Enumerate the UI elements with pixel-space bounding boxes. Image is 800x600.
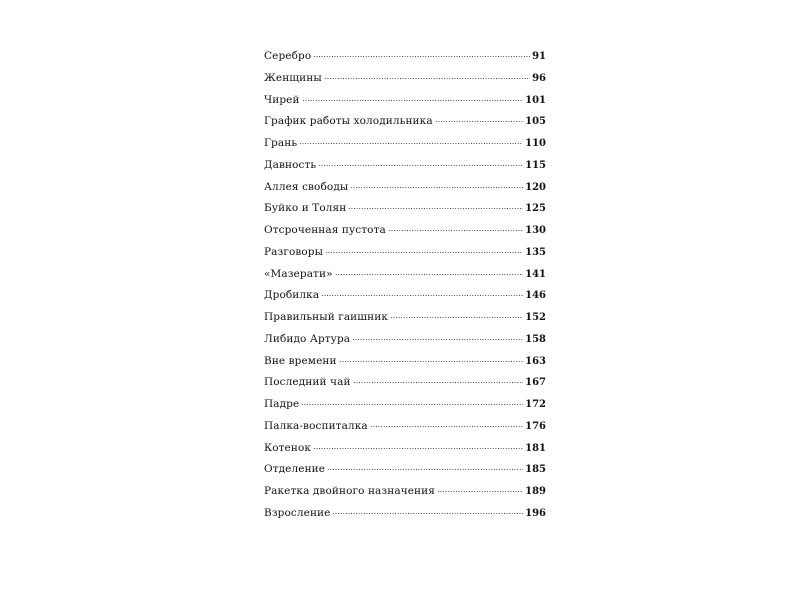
toc-entry-page: 96 — [532, 72, 546, 84]
toc-entry-page: 158 — [525, 333, 546, 345]
dot-leader — [350, 187, 523, 188]
toc-entry-page: 172 — [525, 399, 546, 410]
toc-entry — [264, 264, 546, 286]
toc-entry-title: Падре — [264, 398, 300, 410]
toc-entry-page: 152 — [525, 312, 546, 323]
toc-entry — [264, 242, 546, 264]
toc-entry-title: Женщины — [264, 71, 322, 84]
toc-entry-page: 185 — [525, 464, 546, 476]
toc-entry-title: Буйко и Толян — [264, 202, 347, 215]
dot-leader — [301, 404, 523, 405]
dot-leader — [302, 100, 524, 101]
dot-leader — [318, 165, 523, 166]
toc-entry — [264, 220, 546, 242]
toc-entry — [264, 307, 546, 329]
dot-leader — [332, 513, 523, 514]
toc-entry-title: Грань — [264, 137, 298, 149]
toc-entry-page: 110 — [525, 138, 546, 149]
table-of-contents — [264, 46, 546, 525]
dot-leader — [327, 469, 523, 470]
toc-entry-title: Палка-воспиталка — [264, 419, 368, 432]
dot-leader — [313, 56, 530, 57]
toc-entry-title: Серебро — [264, 50, 312, 62]
toc-entry-page: 141 — [525, 268, 546, 280]
dot-leader — [321, 295, 523, 296]
dot-leader — [388, 230, 523, 231]
toc-entry-page: 135 — [525, 246, 546, 258]
dot-leader — [353, 382, 524, 383]
toc-entry-page: 176 — [525, 420, 546, 432]
toc-entry-title: Ракетка двойного назначения — [264, 485, 435, 497]
toc-entry — [264, 372, 546, 394]
toc-entry — [264, 68, 546, 90]
toc-entry-page: 146 — [525, 290, 546, 302]
toc-entry — [264, 198, 546, 220]
toc-entry-title: Последний чай — [264, 376, 351, 389]
toc-entry-title: Отделение — [264, 463, 326, 476]
toc-entry-page: 120 — [525, 181, 546, 193]
toc-entry — [264, 459, 546, 481]
toc-entry — [264, 481, 546, 503]
toc-entry-title: График работы холодильника — [264, 115, 433, 128]
toc-entry — [264, 285, 546, 307]
toc-entry-page: 105 — [525, 116, 546, 128]
dot-leader — [299, 143, 523, 144]
toc-entry-title: Правильный гаишник — [264, 311, 389, 323]
toc-entry-page: 91 — [532, 51, 546, 62]
toc-entry — [264, 90, 546, 112]
toc-entry-page: 167 — [525, 377, 546, 389]
toc-entry-page: 125 — [525, 203, 546, 215]
dot-leader — [352, 339, 523, 340]
dot-leader — [370, 426, 523, 427]
toc-entry-page: 189 — [525, 486, 546, 497]
dot-leader — [313, 448, 523, 449]
toc-entry — [264, 155, 546, 177]
toc-entry-page: 101 — [525, 94, 546, 106]
toc-entry — [264, 351, 546, 373]
toc-entry-title: Разговоры — [264, 245, 324, 258]
toc-entry-title: Давность — [264, 158, 317, 171]
toc-entry-title: Взросление — [264, 506, 331, 519]
dot-leader — [335, 274, 524, 275]
toc-entry-page: 115 — [525, 159, 546, 171]
toc-entry — [264, 394, 546, 416]
toc-entry — [264, 438, 546, 460]
toc-entry-title: Отсроченная пустота — [264, 224, 386, 236]
toc-entry-title: Либидо Артура — [264, 332, 351, 345]
toc-entry-title: Вне времени — [264, 354, 337, 367]
dot-leader — [324, 78, 530, 79]
toc-entry-page: 196 — [525, 507, 546, 519]
toc-entry — [264, 46, 546, 68]
dot-leader — [435, 121, 523, 122]
toc-entry — [264, 329, 546, 351]
toc-entry — [264, 111, 546, 133]
toc-entry-page: 181 — [525, 442, 546, 454]
dot-leader — [437, 491, 523, 492]
dot-leader — [325, 252, 523, 253]
dot-leader — [339, 361, 524, 362]
dot-leader — [390, 317, 523, 318]
toc-entry-page: 163 — [525, 355, 546, 367]
toc-entry — [264, 177, 546, 199]
toc-entry-title: Аллея свободы — [264, 180, 349, 193]
toc-entry — [264, 503, 546, 525]
toc-entry-title: «Мазерати» — [264, 267, 333, 280]
dot-leader — [348, 208, 523, 209]
toc-entry-title: Чирей — [264, 93, 300, 106]
toc-entry-title: Котенок — [264, 441, 312, 454]
toc-entry-title: Дробилка — [264, 289, 320, 302]
toc-entry — [264, 416, 546, 438]
toc-entry — [264, 133, 546, 155]
toc-entry-page: 130 — [525, 225, 546, 236]
